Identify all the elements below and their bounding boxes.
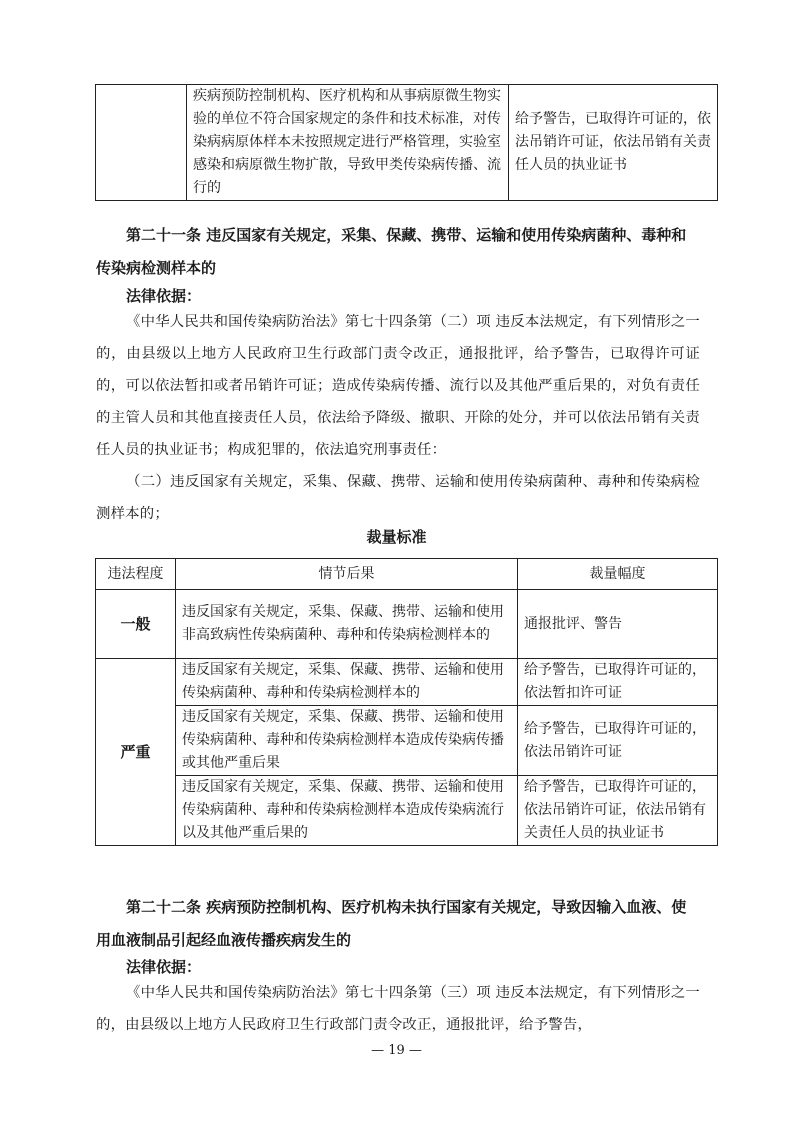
penalty-cell: 给予警告，已取得许可证的，依法吊销许可证，依法吊销有关责任人员的执业证书 <box>509 85 718 201</box>
penalty-cell: 给予警告，已取得许可证的，依法吊销许可证 <box>518 706 718 776</box>
article-22-basis-label: 法律依据： <box>126 958 202 976</box>
table-row <box>96 776 718 846</box>
penalty-cell: 给予警告，已取得许可证的，依法暂扣许可证 <box>518 659 718 706</box>
condition-cell: 违反国家有关规定，采集、保藏、携带、运输和使用非高致病性传染病菌种、毒种和传染病检测样本的 <box>176 590 518 659</box>
condition-cell: 疾病预防控制机构、医疗机构和从事病原微生物实验的单位不符合国家规定的条件和技术标准，对传染病病原体样本未按照规定进行严格管理，实验室感染和病原微生物扩散，导致甲类传染病传播、流行的 <box>187 85 509 201</box>
header-violation-level: 违法程度 <box>96 559 176 590</box>
penalty-cell: 给予警告，已取得许可证的，依法吊销许可证，依法吊销有关责任人员的执业证书 <box>518 776 718 846</box>
table-row <box>96 706 718 776</box>
condition-cell: 违反国家有关规定，采集、保藏、携带、运输和使用传染病菌种、毒种和传染病检测样本的 <box>176 659 518 706</box>
level-cell <box>96 85 187 201</box>
article-21-clause-text: （二）违反国家有关规定，采集、保藏、携带、运输和使用传染病菌种、毒种和传染病检测样本的； <box>96 474 700 522</box>
discretion-standard-table <box>95 558 718 846</box>
penalty-cell: 通报批评、警告 <box>518 590 718 659</box>
article-21-title: 第二十一条 违反国家有关规定，采集、保藏、携带、运输和使用传染病菌种、毒种和传染病检测样本的 <box>96 226 687 277</box>
page-number: — 19 — <box>371 1043 422 1058</box>
header-circumstances: 情节后果 <box>176 559 518 590</box>
article-22-title: 第二十二条 疾病预防控制机构、医疗机构未执行国家有关规定，导致因输入血液、使用血液制品引起经血液传播疾病发生的 <box>96 898 687 949</box>
discretion-standard-title: 裁量标准 <box>366 528 427 546</box>
condition-cell: 违反国家有关规定，采集、保藏、携带、运输和使用传染病菌种、毒种和传染病检测样本造成传染病传播或其他严重后果 <box>176 706 518 776</box>
table-row <box>96 659 718 706</box>
condition-cell: 违反国家有关规定，采集、保藏、携带、运输和使用传染病菌种、毒种和传染病检测样本造成传染病流行以及其他严重后果的 <box>176 776 518 846</box>
article-21-law-text: 《中华人民共和国传染病防治法》第七十四条第（二）项 违反本法规定，有下列情形之一的，由县级以上地方人民政府卫生行政部门责令改正，通报批评，给予警告，已取得许可证的，可以依法暂扣或者吊销许可证；造成传染病传播、流行以及其他严重后果的，对负有责任的主管人员和其他直接责任人员，依法给予降级、撤职、开除的处分，并可以依法吊销有关责任人员的执业证书；构成犯罪的，依法追究刑事责任： <box>96 314 700 458</box>
table-header-row <box>96 559 718 590</box>
article-22-law-text: 《中华人民共和国传染病防治法》第七十四条第（三）项 违反本法规定，有下列情形之一的，由县级以上地方人民政府卫生行政部门责令改正，通报批评，给予警告， <box>96 985 700 1033</box>
table-row <box>96 85 718 201</box>
header-penalty-range: 裁量幅度 <box>518 559 718 590</box>
level-general: 一般 <box>96 590 176 659</box>
level-serious: 严重 <box>96 659 176 846</box>
table-row <box>96 590 718 659</box>
article-21-basis-label: 法律依据： <box>126 287 202 305</box>
continued-penalty-table <box>95 84 718 201</box>
